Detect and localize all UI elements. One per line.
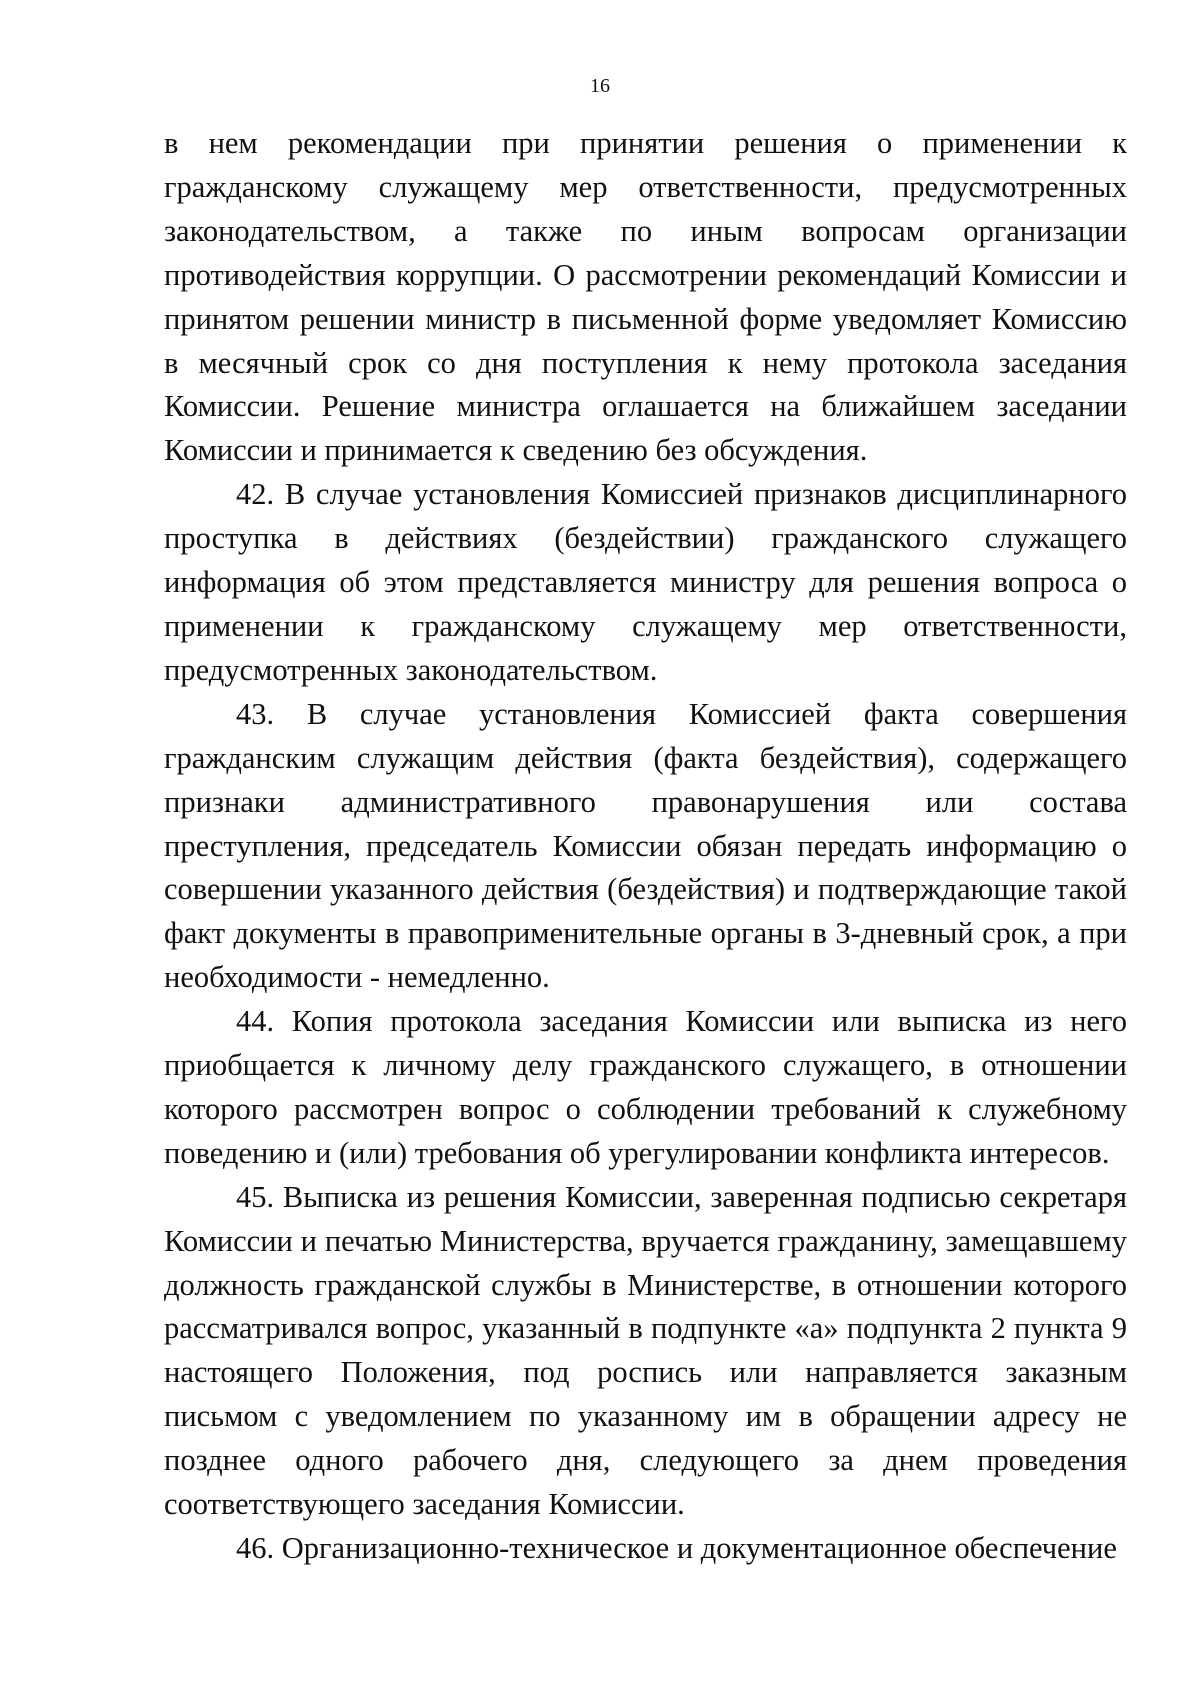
paragraph-43: 43. В случае установления Комиссией факта совершения гражданским служащим действия (факта бездействия), содержащего признаки административного правонарушения или состава преступления, председатель Комиссии обязан передать информацию о совершении указанного действия (бездействия) и подтверждающие такой факт документы в правоприменительные органы в 3-дневный срок, а при необходимости - немедленно.: [164, 696, 1127, 995]
paragraph-42: 42. В случае установления Комиссией признаков дисциплинарного проступка в действиях (бездействии) гражданского служащего информация об этом представляется министру для решения вопроса о применении к гражданскому служащему мер ответственности, предусмотренных законодательством.: [164, 477, 1127, 687]
paragraph-46: 46. Организационно-техническое и документационное обеспечение: [236, 1531, 1117, 1565]
paragraph-45: 45. Выписка из решения Комиссии, заверенная подписью секретаря Комиссии и печатью Министерства, вручается гражданину, замещавшему должность гражданской службы в Министерстве, в отношении которого рассматривался вопрос, указанный в подпункте «а» подпункта 2 пункта 9 настоящего Положения, под роспись или направляется заказным письмом с уведомлением по указанному им в обращении адресу не позднее одного рабочего дня, следующего за днем проведения соответствующего заседания Комиссии.: [164, 1179, 1127, 1522]
paragraph-continuation: в нем рекомендации при принятии решения о применении к гражданскому служащему мер ответственности, предусмотренных законодательством, а также по иным вопросам организации противодействия коррупции. О рассмотрении рекомендаций Комиссии и принятом решении министр в письменной форме уведомляет Комиссию в месячный срок со дня поступления к нему протокола заседания Комиссии. Решение министра оглашается на ближайшем заседании Комиссии и принимается к сведению без обсуждения.: [164, 126, 1127, 468]
document-body: [164, 122, 1127, 1571]
paragraph-44: 44. Копия протокола заседания Комиссии или выписка из него приобщается к личному делу гражданского служащего, в отношении которого рассмотрен вопрос о соблюдении требований к служебному поведению и (или) требования об урегулировании конфликта интересов.: [164, 1004, 1127, 1170]
page-number: 16: [590, 75, 610, 97]
